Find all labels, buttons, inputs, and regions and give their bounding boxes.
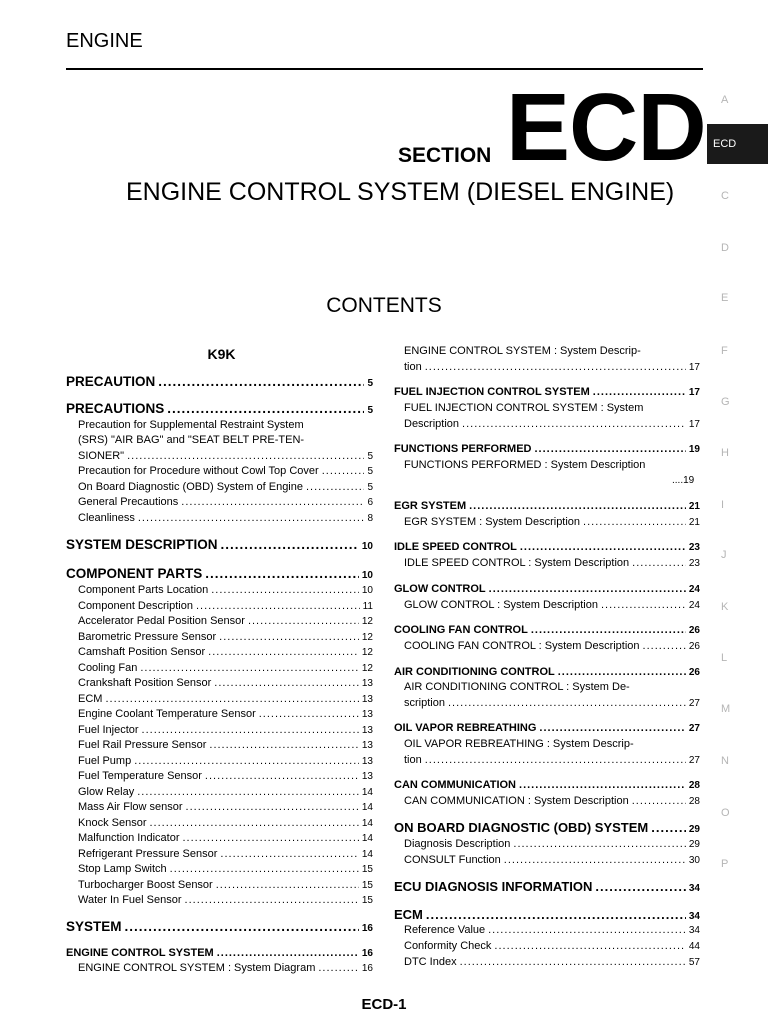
- toc-entry-egr-description[interactable]: [404, 516, 700, 531]
- section-code: ECD: [506, 74, 706, 181]
- toc-label: PRECAUTION: [66, 374, 156, 389]
- toc-entry-glow-description[interactable]: [404, 599, 700, 614]
- toc-entry-cooling-fan[interactable]: [394, 624, 700, 639]
- toc-label: CONSULT Function: [404, 854, 501, 866]
- toc-label: Conformity Check: [404, 940, 492, 952]
- toc-label: Glow Relay: [78, 785, 135, 798]
- toc-label: COMPONENT PARTS: [66, 566, 203, 581]
- toc-label: ECM: [78, 692, 103, 705]
- toc-label: Fuel Injector: [78, 723, 139, 736]
- header-rule: [66, 68, 703, 70]
- toc-label: Accelerator Pedal Position Sensor: [78, 615, 245, 627]
- toc-label: scription: [404, 697, 445, 709]
- toc-entry-component[interactable]: [78, 708, 373, 723]
- toc-page: 6: [367, 497, 373, 508]
- toc-label: Barometric Pressure Sensor: [78, 630, 217, 643]
- toc-page: 16: [361, 948, 373, 959]
- toc-entry-dtc-index[interactable]: [404, 956, 700, 971]
- toc-label: SIONER": [78, 450, 125, 462]
- toc-label: Water In Fuel Sensor: [78, 894, 182, 906]
- toc-label: On Board Diagnostic (OBD) System of Engine: [78, 481, 303, 493]
- toc-entry-component[interactable]: [78, 739, 373, 754]
- toc-entry-functions-performed[interactable]: [394, 443, 700, 458]
- category-heading: ENGINE: [66, 30, 143, 52]
- toc-page: 14: [361, 817, 373, 829]
- tab-g[interactable]: G: [721, 396, 730, 408]
- tab-p[interactable]: P: [721, 858, 729, 870]
- toc-page: 26: [688, 625, 700, 636]
- toc-page: 14: [361, 802, 373, 813]
- toc-entry-ovr-description[interactable]: [404, 754, 700, 769]
- toc-label: Refrigerant Pressure Sensor: [78, 847, 218, 860]
- toc-label: Mass Air Flow sensor: [78, 801, 183, 813]
- toc-label: ENGINE CONTROL SYSTEM: [66, 947, 214, 959]
- toc-entry-component[interactable]: [78, 755, 373, 770]
- toc-entry-component[interactable]: [78, 770, 373, 785]
- toc-page: 10: [361, 541, 373, 552]
- toc-label: COOLING FAN CONTROL : System Description: [404, 640, 640, 652]
- toc-entry-conformity-check[interactable]: [404, 940, 700, 955]
- toc-entry-consult[interactable]: [404, 854, 700, 869]
- toc-page: 12: [361, 662, 373, 674]
- toc-page: 11: [362, 600, 373, 612]
- toc-page: 15: [361, 879, 373, 891]
- toc-label: Camshaft Position Sensor: [78, 646, 206, 658]
- toc-entry-reference-value[interactable]: [404, 924, 700, 939]
- toc-label: Precaution for Procedure without Cowl Top Cover: [78, 465, 319, 477]
- toc-page: 14: [361, 833, 373, 844]
- toc-label: FUEL INJECTION CONTROL SYSTEM: [394, 386, 590, 398]
- toc-page: 34: [688, 925, 700, 936]
- toc-page: 5: [367, 405, 373, 416]
- toc-label: Reference Value: [404, 924, 486, 936]
- toc-entry-component[interactable]: [78, 832, 373, 847]
- toc-entry-cowl[interactable]: [78, 465, 373, 480]
- toc-label: Stop Lamp Switch: [78, 863, 167, 875]
- toc-label: Cleanliness: [78, 512, 135, 524]
- tab-m[interactable]: M: [721, 703, 731, 715]
- toc-text: FUNCTIONS PERFORMED : System Description: [404, 459, 646, 471]
- toc-entry-system-description[interactable]: [66, 537, 373, 555]
- toc-entry-diagnosis[interactable]: [404, 838, 700, 853]
- toc-entry-component[interactable]: [78, 817, 373, 832]
- toc-page: 17: [688, 419, 700, 430]
- toc-label: Diagnosis Description: [404, 838, 511, 850]
- toc-page: 29: [688, 824, 700, 835]
- toc-text[interactable]: ....19: [672, 475, 695, 486]
- tab-d[interactable]: D: [721, 242, 729, 254]
- toc-label: EGR SYSTEM : System Description: [404, 516, 581, 528]
- toc-label: IDLE SPEED CONTROL : System Description: [404, 557, 630, 569]
- toc-page: 14: [361, 786, 373, 798]
- toc-label: GLOW CONTROL : System Description: [404, 599, 598, 611]
- toc-entry-ecm[interactable]: [394, 907, 700, 925]
- toc-page: 13: [361, 678, 373, 689]
- toc-entry-component[interactable]: [78, 646, 373, 661]
- toc-label: SYSTEM: [66, 919, 122, 934]
- tab-j[interactable]: J: [721, 549, 727, 561]
- toc-label: ENGINE CONTROL SYSTEM : System Diagram: [78, 962, 316, 974]
- toc-page: 5: [367, 378, 373, 389]
- toc-label: COOLING FAN CONTROL: [394, 624, 528, 636]
- toc-label: FUNCTIONS PERFORMED: [394, 443, 532, 455]
- toc-entry-ecu-diagnosis[interactable]: [394, 879, 700, 897]
- toc-page: 26: [688, 667, 700, 678]
- toc-page: 12: [361, 631, 373, 643]
- toc-entry-ecs-description[interactable]: [404, 361, 700, 376]
- toc-entry-engine-control-system[interactable]: [66, 947, 373, 962]
- toc-entry-air-conditioning[interactable]: [394, 666, 700, 681]
- toc-entry-component[interactable]: [78, 662, 373, 677]
- toc-page: 10: [361, 570, 373, 581]
- toc-entry-component[interactable]: [78, 848, 373, 863]
- engine-model-heading: K9K: [207, 346, 236, 362]
- toc-entry-component[interactable]: [78, 724, 373, 739]
- toc-entry-component[interactable]: [78, 631, 373, 646]
- toc-text: AIR CONDITIONING CONTROL : System De-: [404, 681, 630, 693]
- toc-page: 19: [688, 444, 700, 455]
- tab-h[interactable]: H: [721, 447, 729, 459]
- toc-entry-component[interactable]: [78, 786, 373, 801]
- toc-page: 34: [688, 911, 700, 922]
- toc-entry-component[interactable]: [78, 879, 373, 894]
- toc-page: 21: [688, 501, 700, 512]
- toc-entry-component[interactable]: [78, 894, 373, 909]
- toc-entry-idle-speed[interactable]: [394, 541, 700, 556]
- toc-text: OIL VAPOR REBREATHING : System Descrip-: [404, 738, 634, 750]
- toc-page: 13: [361, 709, 373, 720]
- toc-entry-general[interactable]: [78, 496, 373, 511]
- tab-l[interactable]: L: [721, 652, 728, 664]
- toc-text: Precaution for Supplemental Restraint System: [78, 419, 304, 431]
- toc-page: 8: [367, 513, 373, 524]
- section-tabs: [707, 80, 768, 900]
- toc-label: CAN COMMUNICATION : System Description: [404, 795, 629, 807]
- toc-page: 15: [361, 895, 373, 906]
- toc-entry-fic-description[interactable]: [404, 418, 700, 433]
- toc-page: 27: [688, 755, 700, 766]
- toc-page: 27: [688, 698, 700, 709]
- toc-label: Component Description: [78, 599, 193, 612]
- toc-label: Crankshaft Position Sensor: [78, 677, 212, 689]
- toc-page: 13: [361, 755, 373, 767]
- toc-entry-egr[interactable]: [394, 500, 700, 515]
- toc-entry-component[interactable]: [78, 863, 373, 878]
- toc-label: AIR CONDITIONING CONTROL: [394, 666, 555, 678]
- tab-a[interactable]: A: [721, 94, 729, 106]
- section-title: ENGINE CONTROL SYSTEM (DIESEL ENGINE): [126, 178, 675, 206]
- toc-entry-idle-description[interactable]: [404, 557, 700, 572]
- toc-label: IDLE SPEED CONTROL: [394, 541, 517, 553]
- toc-page: 5: [367, 482, 373, 493]
- toc-entry-system[interactable]: [66, 919, 373, 937]
- toc-page: 12: [361, 616, 373, 627]
- toc-label: Engine Coolant Temperature Sensor: [78, 708, 256, 720]
- toc-page: 29: [688, 839, 700, 850]
- toc-entry-component-parts[interactable]: [66, 566, 373, 584]
- toc-page: 13: [361, 693, 373, 705]
- page-number: ECD-1: [361, 996, 407, 1013]
- toc-entry-component[interactable]: [78, 677, 373, 692]
- toc-label: Turbocharger Boost Sensor: [78, 878, 213, 891]
- toc-page: 23: [688, 558, 700, 569]
- toc-page: 13: [361, 771, 373, 782]
- tab-e[interactable]: E: [721, 292, 729, 304]
- toc-entry-component[interactable]: [78, 801, 373, 816]
- toc-page: 17: [688, 362, 700, 373]
- tab-f[interactable]: F: [721, 345, 728, 357]
- toc-entry-can-description[interactable]: [404, 795, 700, 810]
- tab-c[interactable]: C: [721, 190, 729, 202]
- toc-page: 16: [361, 923, 373, 934]
- toc-entry-can[interactable]: [394, 779, 700, 794]
- toc-label: tion: [404, 754, 422, 766]
- toc-page: 34: [688, 883, 700, 894]
- toc-text: (SRS) "AIR BAG" and "SEAT BELT PRE-TEN-: [78, 434, 305, 446]
- toc-page: 12: [361, 647, 373, 658]
- toc-label: PRECAUTIONS: [66, 401, 165, 416]
- toc-label: Fuel Temperature Sensor: [78, 770, 202, 782]
- tab-n[interactable]: N: [721, 755, 729, 767]
- toc-entry-component[interactable]: [78, 600, 373, 615]
- toc-label: General Precautions: [78, 496, 179, 508]
- toc-page: 15: [361, 864, 373, 875]
- toc-label: Fuel Rail Pressure Sensor: [78, 739, 207, 751]
- toc-page: 23: [688, 542, 700, 553]
- toc-page: 24: [688, 600, 700, 611]
- toc-entry-oil-vapor[interactable]: [394, 722, 700, 737]
- toc-label: Component Parts Location: [78, 584, 209, 596]
- toc-label: OIL VAPOR REBREATHING: [394, 722, 537, 734]
- toc-text: ENGINE CONTROL SYSTEM : System Descrip-: [404, 345, 641, 357]
- toc-label: Malfunction Indicator: [78, 832, 180, 844]
- toc-page: 28: [688, 780, 700, 791]
- toc-entry-obd[interactable]: [78, 481, 373, 496]
- tab-k[interactable]: K: [721, 601, 729, 613]
- toc-entry-fuel-injection[interactable]: [394, 386, 700, 401]
- section-label: SECTION: [398, 144, 492, 167]
- toc-label: CAN COMMUNICATION: [394, 779, 517, 791]
- toc-label: tion: [404, 361, 422, 373]
- toc-label: Fuel Pump: [78, 754, 132, 767]
- toc-page: 27: [688, 723, 700, 734]
- toc-page: 26: [688, 641, 700, 652]
- toc-label: EGR SYSTEM: [394, 500, 467, 512]
- toc-page: 5: [367, 466, 373, 477]
- toc-label: GLOW CONTROL: [394, 583, 486, 595]
- toc-label: Knock Sensor: [78, 816, 147, 829]
- toc-label: ECM: [394, 907, 423, 922]
- toc-entry-cleanliness[interactable]: [78, 512, 373, 527]
- toc-page: 28: [688, 796, 700, 807]
- toc-entry-srs[interactable]: [78, 450, 373, 465]
- toc-entry-component[interactable]: [78, 693, 373, 708]
- toc-entry-glow-control[interactable]: [394, 583, 700, 598]
- toc-entry-ecs-diagram[interactable]: [78, 962, 373, 977]
- toc-page: 10: [361, 585, 373, 596]
- toc-entry-precaution[interactable]: [66, 374, 373, 392]
- toc-text: FUEL INJECTION CONTROL SYSTEM : System: [404, 402, 644, 414]
- toc-entry-component[interactable]: [78, 584, 373, 599]
- toc-entry-precautions[interactable]: [66, 401, 373, 419]
- tab-ecd[interactable]: ECD: [707, 124, 768, 164]
- toc-page: 44: [688, 941, 700, 952]
- tab-o[interactable]: O: [721, 807, 730, 819]
- toc-page: 16: [361, 963, 373, 974]
- toc-page: 24: [688, 584, 700, 595]
- toc-label: Description: [404, 418, 460, 430]
- toc-page: 13: [361, 724, 373, 736]
- toc-label: SYSTEM DESCRIPTION: [66, 537, 218, 552]
- toc-entry-component[interactable]: [78, 615, 373, 630]
- toc-page: 13: [361, 740, 373, 751]
- toc-page: 21: [688, 517, 700, 528]
- toc-label: Cooling Fan: [78, 661, 138, 674]
- toc-page: 5: [367, 451, 373, 462]
- toc-page: 14: [361, 848, 373, 860]
- toc-label: ON BOARD DIAGNOSTIC (OBD) SYSTEM: [394, 820, 649, 835]
- toc-entry-obd-system[interactable]: [394, 820, 700, 838]
- toc-page: 17: [688, 387, 700, 398]
- contents-title: CONTENTS: [326, 294, 442, 317]
- toc-label: ECU DIAGNOSIS INFORMATION: [394, 879, 593, 894]
- tab-i[interactable]: I: [721, 499, 725, 511]
- toc-label: DTC Index: [404, 956, 457, 968]
- toc-page: 57: [688, 957, 700, 968]
- toc-page: 30: [688, 855, 700, 866]
- toc-entry-cooling-fan-description[interactable]: [404, 640, 700, 655]
- toc-entry-ac-description[interactable]: [404, 697, 700, 712]
